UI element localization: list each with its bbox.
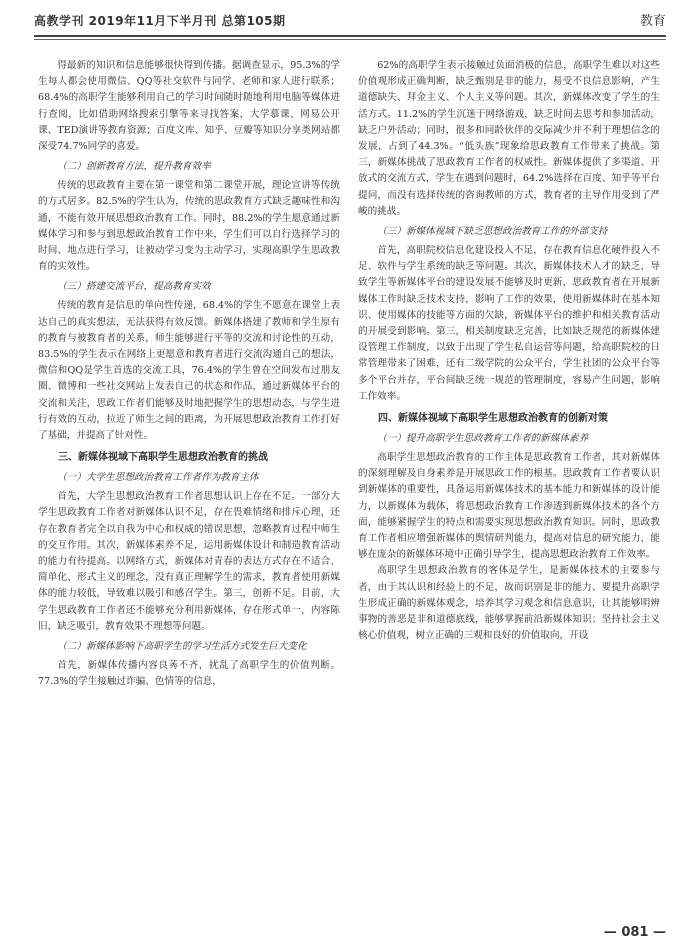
body-paragraph: 首先，大学生思想政治教育工作者思想认识上存在不足。一部分大学生思政教育工作者对新媒体认识不足，存在畏难情绪和排斥心理，还存在教育者完全以自我为中心和权威的错误思想，忽略教育过程中师生的交互作用。其次，新媒体素养不足，运用新媒体设计和制造教育活动的能力有待提高。以网络方式，新媒体对青春的表达方式存在不适合、简单化、形式主义的理念，没有真正理解学生的需求，教育者使用新媒体的能力较低，导致难以吸引和感召学生。第三，创新不足。目前，大学生思政教育工作者还不能够充分利用新媒体，存在形式单一，内容陈旧，缺乏吸引，教育效果不理想等问题。: [38, 491, 340, 632]
body-paragraph: 首先，新媒体传播内容良莠不齐，扰乱了高职学生的价值判断。77.3%的学生接触过诈骗、色情等的信息，: [38, 660, 340, 688]
right-column: [358, 58, 660, 918]
body-paragraph: 传统的教育是信息的单向性传递，68.4%的学生不愿意在课堂上表达自己的真实想法，无法获得有效反馈。新媒体搭建了教师和学生原有的教育与被教育者的关系，师生能够进行平等的交流和讨论性的互动，83.5%的学生表示在网络上更愿意和教育者进行交流沟通自己的想法，微信和QQ是学生首选的交流工具，76.4%的学生曾在空间发布过朋友圈、微博和一些社交网站上发表自己的状态和作品，通过新媒体平台的交流和关注，思政工作者们能够及时地把握学生的思想动态，与学生进行有效的互动，拉近了师生之间的距离，为开展思想政治教育工作打好了基础，并提高了针对性。: [38, 300, 340, 442]
subsection-heading: （三）新媒体视域下缺乏思想政治教育工作的外部支持: [377, 226, 608, 238]
section-heading: 四、新媒体视域下高职学生思想政治教育的创新对策: [378, 413, 608, 425]
body-paragraph: 首先，高职院校信息化建设投入不足，存在教育信息化硬件投入不足、软件与学生系统的缺乏等问题。其次，新媒体技术人才的缺乏，导致学生等新媒体平台的建设发展不能够及时更新，思政教育者在开展新媒体工作时缺乏技术支持，影响了工作的效果，使用新媒体时在基本知识、使用媒体的技能等方面的欠缺，新媒体平台的维护和相关教育活动的开展受到影响。第三，相关制度缺乏完善，比如缺乏规范的新媒体建设管理工作制度，以致于出现了学生私自运营等问题，给高职院校的日常管理带来了困难，还有二级学院的公众平台，学生社团的公众平台等多个平台并存，平台间缺乏统一规范的管理制度，容易产生问题，影响工作效率。: [358, 245, 660, 402]
page-number: — 081 —: [603, 925, 666, 940]
section-label: 教育: [639, 14, 666, 29]
left-column: [38, 58, 340, 918]
page-header: [34, 8, 666, 34]
journal-running-title: 高教学刊 2019年11月下半月刊 总第105期: [34, 14, 286, 28]
subsection-heading: （三）搭建交流平台，提高教育实效: [57, 281, 211, 293]
body-paragraph: 传统的思政教育主要在第一课堂和第二课堂开展，理论宣讲等传统的方式居多。82.5%的学生认为，传统的思政教育方式缺乏趣味性和沟通，不能有效开展思想政治教育工作。同时，88.2%的学生愿意通过新媒体学习和参与到思想政治教育工作中来，学生们可以自行选择学习的时间、地点进行学习，让被动学习变为主动学习，实现高职学生思政教育的实效性。: [38, 180, 340, 273]
body-paragraph: 62%的高职学生表示接触过负面消极的信息，高职学生难以对这些价值观形成正确判断，缺乏甄别是非的能力，易受不良信息影响，产生道德缺失、拜金主义、个人主义等问题。其次，新媒体改变了学生的生活方式。11.2%的学生沉迷于网络游戏，缺乏时间去思考和参加活动，缺乏户外活动；同时，很多和同龄伙伴的交际减少并不利于理想信念的发展，占到了44.3%。“低头族”现象给思政教育工作带来了挑战。第三，新媒体挑战了思政教育工作者的权威性。新媒体提供了多渠道、开放式的交流方式，学生在遇到问题时，64.2%选择在百度、知乎等平台提问，而没有选择传统的咨询教师的方式，教育者的主导作用受到了严峻的挑战。: [358, 60, 660, 217]
subsection-heading: （二）创新教育方法，提升教育效率: [57, 161, 211, 173]
body-paragraph: 高职学生思想政治教育的客体是学生，是新媒体技术的主要参与者，由于其认识和经验上的不足，故而识别是非的能力、要提升高职学生形成正确的新媒体观念，培养其学习观念和信息意识，让其能够明辨事物的善恶是非和道德底线，能够掌握前沿新媒体知识；坚持社会主义核心价值观，树立正确的三观和良好的价值取向，开设: [358, 565, 660, 642]
subsection-heading: （一）大学生思想政治教育工作者作为教育主体: [57, 472, 259, 484]
body-paragraph: 得最新的知识和信息能够很快得到传播。据调查显示，95.3%的学生每人都会使用微信、QQ等社交软件与同学、老师和家人进行联系；68.4%的高职学生能够利用自己的学习时间随时随地利用电脑等媒体进行查阅，比如借助网络搜索引擎等来寻找答案，大学慕课、网易公开课、TED演讲等教育资源；百度文库、知乎、豆瓣等知识分享类网站都深受74.7%同学的喜爱。: [38, 60, 340, 153]
header-rule: [34, 35, 666, 37]
header-rule-thin: [34, 39, 666, 40]
subsection-heading: （二）新媒体影响下高职学生的学习生活方式发生巨大变化: [57, 641, 307, 653]
body-paragraph: 高职学生思想政治教育的工作主体是思政教育工作者，其对新媒体的深刻理解及自身素养是开展思政工作的根基。思政教育工作者要认识到新媒体的重要性，具备运用新媒体技术的基本能力和新媒体的设计能力，以新媒体为载体，将思想政治教育工作渗透到新媒体技术的各个方面，能够紧握学生的特点和需要实现思想政治教育知识。同时，思政教育工作者相应增强新媒体的舆情研判能力，提高对信息的研究能力，能够在庞杂的新媒体环境中正确引导学生，提高思想政治教育工作效率。: [358, 452, 660, 561]
section-heading: 三、新媒体视域下高职学生思想政治教育的挑战: [58, 452, 268, 464]
subsection-heading: （一）提升高职学生思政教育工作者的新媒体素养: [377, 433, 589, 445]
